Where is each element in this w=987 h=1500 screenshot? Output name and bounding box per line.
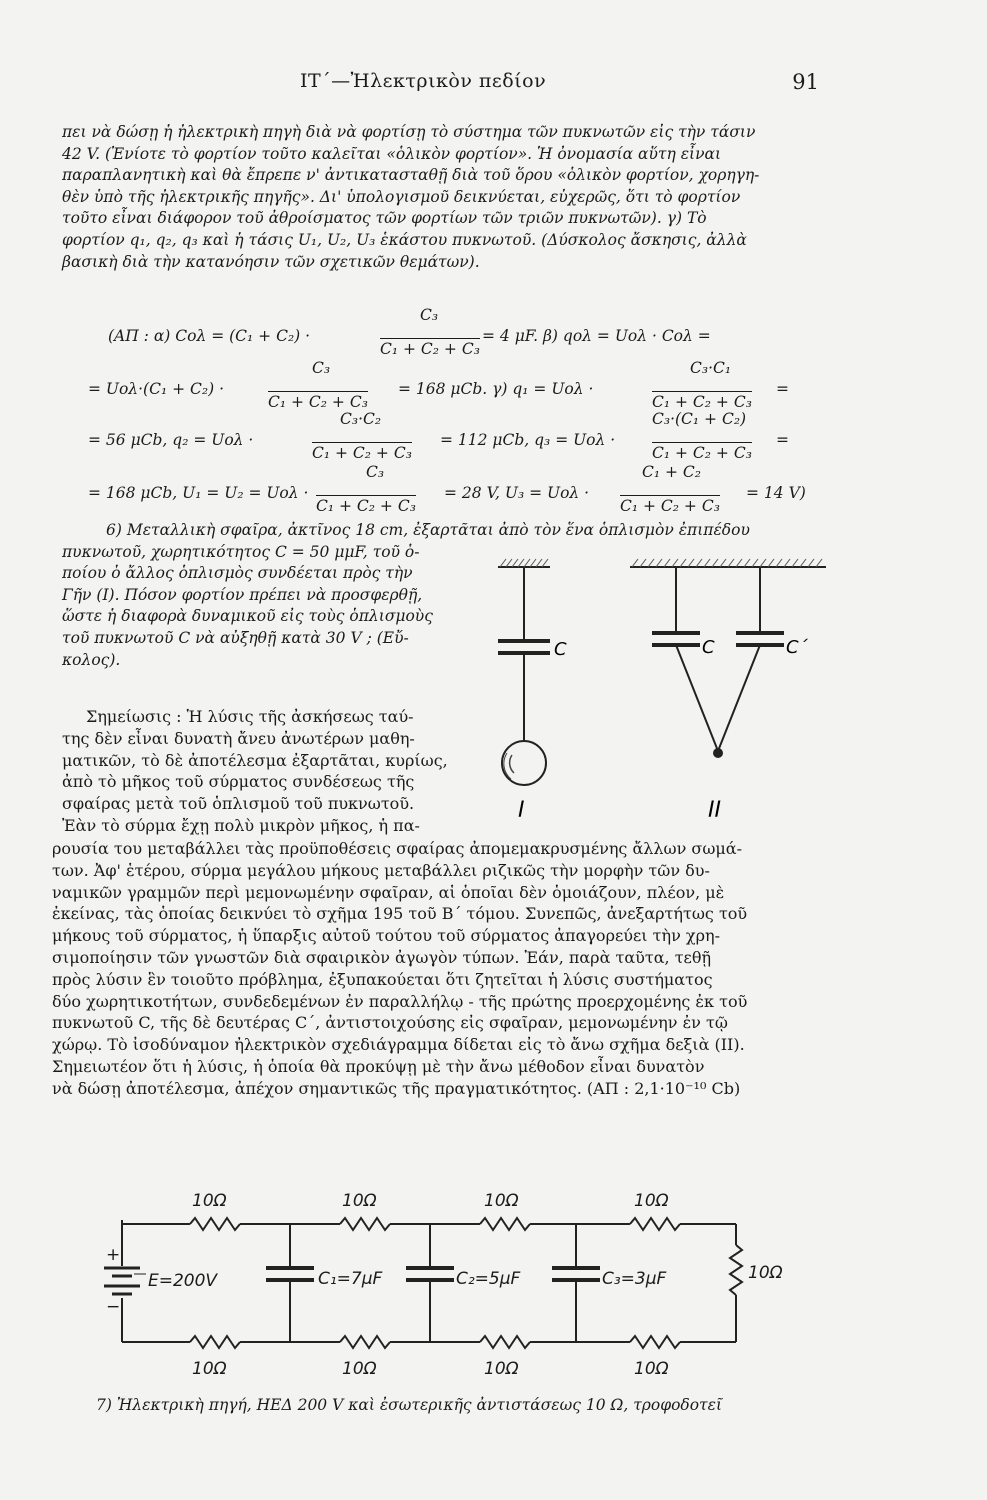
resistor-label: 10Ω: [342, 1359, 377, 1379]
text-line: χώρῳ. Τὸ ἰσοδύναμον ἠλεκτρικὸν σχεδιάγραμμα δίδεται εἰς τὸ ἄνω σχῆμα δεξιὰ (ΙΙ).: [52, 1035, 745, 1055]
equation-part: = 168 μCb, U₁ = U₂ = Uολ ·: [88, 484, 309, 502]
text-line: μήκους τοῦ σύρματος, ἡ ὕπαρξις αὐτοῦ τούτου τοῦ σύρματος ἀπαγορεύει τὴν χρη-: [52, 926, 720, 946]
capacitor-label: C΄: [786, 637, 808, 658]
running-header: [0, 70, 987, 100]
figure-I: [498, 559, 567, 823]
source-label: E=200V: [148, 1271, 218, 1291]
resistor-label: 10Ω: [484, 1359, 519, 1379]
figure-II: [630, 559, 826, 823]
text-line: σφαίρας μετὰ τοῦ ὁπλισμοῦ τοῦ πυκνωτοῦ.: [62, 794, 415, 814]
equation-part: = 28 V, U₃ = Uολ ·: [444, 484, 590, 502]
text-line: ρουσία του μεταβάλλει τὰς προϋποθέσεις σφαίρας ἀπομεμακρυσμένης ἄλλων σωμά-: [52, 839, 742, 858]
text-line: ὥστε ἡ διαφορὰ δυναμικοῦ εἰς τοὺς ὁπλισμοὺς: [62, 607, 433, 626]
text-line: 7) Ἠλεκτρικὴ πηγή, ΗΕΔ 200 V καὶ ἐσωτερικῆς ἀντιστάσεως 10 Ω, τροφοδοτεῖ: [96, 1396, 723, 1414]
note-short: [62, 706, 487, 837]
text-line: τοῦ πυκνωτοῦ C νὰ αὐξηθῇ κατὰ 30 V ; (Εὔ-: [62, 628, 409, 647]
resistor-label: 10Ω: [342, 1191, 377, 1211]
text-line: βασικὴ διὰ τὴν κατανόησιν τῶν σχετικῶν θεμάτων).: [62, 252, 480, 271]
problem-7: [96, 1395, 856, 1417]
equation-part: = 56 μCb, q₂ = Uολ ·: [88, 431, 254, 449]
fraction-denominator: C₁ + C₂ + C₃: [316, 497, 416, 515]
fraction-denominator: C₁ + C₂ + C₃: [312, 444, 412, 462]
figure-label-II: ΙΙ: [708, 798, 721, 823]
text-line: πυκνωτοῦ C, τῆς δὲ δευτέρας C΄, ἀντιστοιχούσης εἰς σφαῖραν, μεμονωμένην ἐν τῷ: [52, 1013, 728, 1033]
fraction-numerator: C₃·(C₁ + C₂): [652, 410, 747, 428]
equation-part: (ΑΠ : α) Cολ = (C₁ + C₂) ·: [108, 327, 311, 345]
text-line: πρὸς λύσιν ἓν τοιοῦτο πρόβλημα, ἐξυπακούεται ὅτι ζητεῖται ἡ λύσις συστήματος: [52, 969, 713, 989]
fraction-denominator: C₁ + C₂ + C₃: [268, 393, 368, 411]
text-line: ναμικῶν γραμμῶν περὶ μεμονωμένην σφαῖραν, αἱ ὁποῖαι δὲν ὁμοιάζουν, πλέον, μὲ: [52, 882, 725, 902]
plus-sign: +: [106, 1245, 121, 1265]
intro-paragraph: [62, 122, 852, 273]
equation-part: =: [776, 380, 789, 398]
fraction-numerator: C₃·C₁: [690, 359, 732, 377]
capacitor-figures: [490, 555, 840, 840]
text-line: παραπλανητικὴ καὶ θὰ ἔπρεπε ν' ἀντικατασταθῇ διὰ τοῦ ὅρου «ὁλικὸν φορτίον, χορηγη-: [62, 166, 760, 185]
minus-sign: −: [106, 1297, 121, 1317]
text-line: ματικῶν, τὸ δὲ ἀποτέλεσμα ἐξαρτᾶται, κυρίως,: [62, 750, 448, 770]
text-line: Ἐὰν τὸ σύρμα ἔχῃ πολὺ μικρὸν μῆκος, ἡ πα-: [62, 815, 420, 835]
fraction-numerator: C₁ + C₂: [642, 463, 701, 481]
capacitor-label: C: [702, 637, 715, 658]
fraction-denominator: C₁ + C₂ + C₃: [652, 444, 752, 462]
fraction-denominator: C₁ + C₂ + C₃: [652, 393, 752, 411]
equation-part: = 168 μCb. γ) q₁ = Uολ ·: [398, 380, 594, 398]
text-line: των. Ἀφ' ἑτέρου, σύρμα μεγάλου μήκους μεταβάλλει ριζικῶς τὴν μορφὴν τῶν δυ-: [52, 860, 710, 880]
page-number: 91: [792, 70, 819, 94]
figure-label-I: Ι: [518, 798, 525, 823]
capacitor-label: C₃=3μF: [602, 1269, 667, 1289]
text-line: τοῦτο εἶναι διάφορον τοῦ ἀθροίσματος τῶν φορτίων τῶν τριῶν πυκνωτῶν). γ) Τὸ: [62, 209, 707, 228]
fraction-denominator: C₁ + C₂ + C₃: [620, 497, 720, 515]
text-line: Σημειωτέον ὅτι ἡ λύσις, ἡ ὁποία θὰ προκύψῃ μὲ τὴν ἄνω μέθοδον εἶναι δυνατὸν: [52, 1056, 705, 1076]
resistor-label: 10Ω: [634, 1191, 669, 1211]
equation-part: = 112 μCb, q₃ = Uολ ·: [440, 431, 616, 449]
text-line: ἐκείνας, τὰς ὁποίας δεικνύει τὸ σχῆμα 195 τοῦ Β΄ τόμου. Συνεπῶς, ἀνεξαρτήτως τοῦ: [52, 904, 748, 924]
text-line: πει νὰ δώσῃ ἡ ἠλεκτρικὴ πηγὴ διὰ νὰ φορτίσῃ τὸ σύστημα τῶν πυκνωτῶν εἰς τὴν τάσιν: [62, 123, 756, 141]
text-line: σιμοποίησιν τῶν γνωστῶν διὰ σφαιρικὸν ἀγωγὸν τύπων. Ἐάν, παρὰ ταῦτα, τεθῇ: [52, 947, 712, 967]
fraction-denominator: C₁ + C₂ + C₃: [380, 340, 480, 358]
text-line: φορτίον q₁, q₂, q₃ καὶ ἡ τάσις U₁, U₂, U₃ ἑκάστου πυκνωτοῦ. (Δύσκολος ἄσκησις, ἀλλὰ: [62, 230, 747, 249]
text-line: Γῆν (Ι). Πόσον φορτίον πρέπει νὰ προσφερθῇ,: [62, 585, 423, 604]
resistor-label: 10Ω: [192, 1191, 227, 1211]
text-line: θὲν ὑπὸ τῆς ἠλεκτρικῆς πηγῆς». Δι' ὑπολογισμοῦ δεικνύεται, εὐχερῶς, ὅτι τὸ φορτίον: [62, 187, 741, 206]
resistor-label: 10Ω: [192, 1359, 227, 1379]
text-line: 42 V. (Ἐνίοτε τὸ φορτίον τοῦτο καλεῖται «ὁλικὸν φορτίον». Ἡ ὀνομασία αὕτη εἶναι: [62, 144, 722, 163]
equation-part: = Uολ·(C₁ + C₂) ·: [88, 380, 224, 398]
text-line: Σημείωσις : Ἡ λύσις τῆς ἀσκήσεως ταύ-: [86, 707, 414, 726]
fraction-numerator: C₃: [420, 306, 439, 324]
text-line: της δὲν εἶναι δυνατὴ ἄνευ ἀνωτέρων μαθη-: [62, 728, 415, 748]
equation-part: = 14 V): [746, 484, 806, 502]
capacitor-label: C₂=5μF: [456, 1269, 521, 1289]
equation-part: = 4 μF. β) qολ = Uολ · Cολ =: [482, 327, 711, 345]
capacitor-label: C₁=7μF: [318, 1269, 383, 1289]
chapter-title: ΙΤ΄—Ἠλεκτρικὸν πεδίον: [300, 70, 547, 92]
fraction-numerator: C₃·C₂: [340, 410, 382, 428]
fraction-numerator: C₃: [312, 359, 331, 377]
resistor-label: 10Ω: [748, 1263, 783, 1283]
resistor-label: 10Ω: [634, 1359, 669, 1379]
resistor-label: 10Ω: [484, 1191, 519, 1211]
capacitor-label: C: [554, 639, 567, 660]
text-line: ἀπὸ τὸ μῆκος τοῦ σύρματος συνδέσεως τῆς: [62, 772, 415, 792]
equation-part: =: [776, 431, 789, 449]
circuit-diagram: [100, 1180, 800, 1385]
text-line: νὰ δώσῃ ἀποτέλεσμα, ἀπέχον σημαντικῶς τῆς πραγματικότητος. (ΑΠ : 2,1·10⁻¹⁰ Cb): [52, 1078, 741, 1098]
text-line: κολος).: [62, 650, 121, 669]
note-full: [52, 838, 852, 1100]
text-line: 6) Μεταλλικὴ σφαῖρα, ἀκτῖνος 18 cm, ἐξαρτᾶται ἀπὸ τὸν ἕνα ὁπλισμὸν ἐπιπέδου: [106, 521, 750, 539]
text-line: πυκνωτοῦ, χωρητικότητος C = 50 μμF, τοῦ ὁ-: [62, 542, 420, 561]
text-line: ποίου ὁ ἄλλος ὁπλισμὸς συνδέεται πρὸς τὴν: [62, 564, 413, 583]
text-line: δύο χωρητικοτήτων, συνδεδεμένων ἐν παραλλήλῳ - τῆς πρώτης προερχομένης ἐκ τοῦ: [52, 991, 748, 1011]
fraction-numerator: C₃: [366, 463, 385, 481]
